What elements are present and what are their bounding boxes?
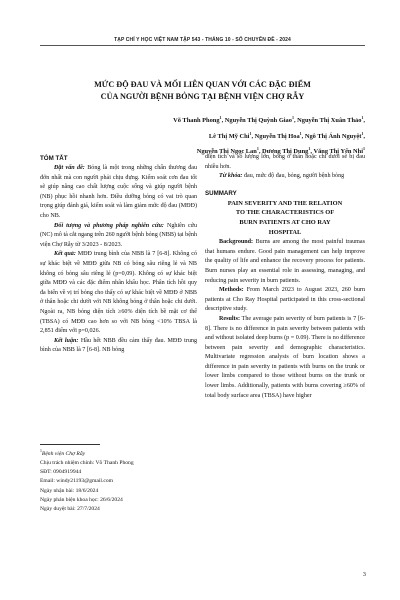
author-separator: , bbox=[293, 117, 298, 125]
author-name: Nguyễn Thị Ngọc Lan bbox=[196, 148, 257, 156]
footnote-affiliation bbox=[40, 447, 197, 459]
author-name: Ngô Thị Ánh Nguyệt bbox=[304, 132, 362, 140]
author-name: Nguyễn Thị Hoa bbox=[254, 132, 300, 140]
footnote-accepted: Ngày duyệt bài: 27/7/2024 bbox=[40, 506, 100, 513]
vn-conclusion-label: Kết luận: bbox=[54, 337, 79, 344]
vn-objective-text: Bỏng là một trong những chấn thương đau đớn nhất mà con người phải chịu đựng. Kiểm soát cơn đau tốt sẽ giúp nâng cao chất lượng cuộc sống và giúp người bệnh (NB) phục hồi nhanh hơn. Điều dưỡng bỏng có vai trò quan trọng giúp đánh giá, kiểm soát và làm giảm mức độ đau (MĐĐ) cho NB. bbox=[40, 165, 197, 219]
author-affiliation-mark: 1 bbox=[361, 115, 364, 120]
footnotes bbox=[40, 447, 197, 514]
footnote-affiliation-text: Bệnh viện Chợ Rẫy bbox=[41, 450, 86, 457]
footnote-received: Ngày nhận bài: 18/6/2024 bbox=[40, 487, 99, 494]
author-separator: , bbox=[363, 132, 365, 140]
author-name: Nguyễn Thị Xuân Thảo bbox=[297, 117, 362, 125]
author-affiliation-mark: 1 bbox=[299, 130, 302, 136]
author-line bbox=[160, 128, 365, 144]
en-results-paragraph bbox=[205, 315, 365, 401]
en-title-line: PAIN SEVERITY AND THE RELATION bbox=[227, 199, 343, 207]
author-separator: , bbox=[221, 117, 225, 125]
title-line-2: CỦA NGƯỜI BỆNH BỎNG TẠI BỆNH VIỆN CHỢ RẪY bbox=[100, 92, 305, 101]
article-title bbox=[40, 79, 365, 103]
footnote-reviewed: Ngày phản biện khoa học: 26/6/2024 bbox=[40, 496, 123, 503]
left-column bbox=[40, 153, 197, 356]
header-rule bbox=[40, 45, 365, 46]
en-results-label: Results: bbox=[219, 315, 240, 322]
en-methods-label: Methods: bbox=[219, 287, 244, 294]
en-title-line: TO THE CHARACTERISTICS OF bbox=[235, 209, 335, 217]
vn-results-text: MĐĐ trung bình của NBB là 7 [6-8]. Không có sự khác biệt về MĐĐ giữa NB có bỏng sâu riêng lẻ và NB không có bỏng sâu riêng lẻ (p=0,09). Không có sự khác biệt giữa MĐĐ và các đặc điểm nhân khẩu học. Phân tích hồi quy đa biến về vị trí bỏng cho thấy có sự khác biệt về MĐĐ ở NBB ở thân hoặc chi dưới với NB không bỏng ở thân hoặc chi dưới. Ngoài ra, NB bỏng diện tích ≥60% diện tích bề mặt cơ thể (TBSA) có MĐĐ cao hơn so với NB bỏng <10% TBSA là 2,851 điểm với p=0,026. bbox=[40, 251, 197, 335]
vn-methods-label: Đối tượng và phương pháp nghiên cứu: bbox=[54, 222, 164, 229]
footnote-phone: SĐT: 0904919944 bbox=[40, 469, 82, 476]
footnote-rule bbox=[40, 444, 100, 445]
en-background-label: Background: bbox=[219, 239, 254, 246]
author-name: Võ Thanh Phong bbox=[173, 117, 220, 125]
author-separator: , bbox=[258, 148, 263, 156]
author-name: Nguyễn Thị Quỳnh Giao bbox=[224, 117, 292, 125]
author-affiliation-mark: 1 bbox=[361, 130, 364, 136]
en-summary-heading: SUMMARY bbox=[205, 189, 237, 197]
vn-keywords-paragraph bbox=[205, 172, 365, 182]
author-name: Dương Thị Dung bbox=[262, 148, 309, 156]
author-line bbox=[160, 112, 365, 128]
en-title-line: HOSPITAL bbox=[268, 228, 302, 236]
author-affiliation-mark: 1 bbox=[249, 130, 252, 136]
footnote-affiliation-mark: 1 bbox=[40, 449, 42, 453]
author-separator: , bbox=[310, 148, 314, 156]
page-number: 3 bbox=[362, 571, 366, 578]
vn-methods-paragraph bbox=[40, 222, 197, 251]
en-methods-text: From March 2023 to August 2023, 260 burn patients at Cho Ray Hospital participated in this cross-sectional descriptive study. bbox=[205, 287, 365, 313]
author-affiliation-mark: 1 bbox=[256, 146, 259, 152]
author-separator: , bbox=[251, 132, 255, 140]
vn-conclusion-text: Hầu hết NBB đều cảm thấy đau. MĐĐ trung bình của NBB là 7 [6-8]. NB bỏng bbox=[40, 337, 197, 354]
footnote-corresponding: Chịu trách nhiệm chính: Võ Thanh Phong bbox=[40, 460, 134, 467]
en-background-text: Burns are among the most painful traumas that humans endure. Good pain management can help improve the quality of life and enhance the recovery process for patients. Burn nurses play an essential role in assessing, managing, and reducing pain severity in burn patients. bbox=[205, 239, 365, 284]
vn-results-paragraph bbox=[40, 250, 197, 336]
right-column bbox=[205, 153, 365, 401]
title-line-1: MỨC ĐỘ ĐAU VÀ MỐI LIÊN QUAN VỚI CÁC ĐẶC ĐIỂM bbox=[94, 80, 311, 89]
en-results-text: The average pain severity of burn patients is 7 [6-8]. There is no difference in pain severity between patients with and without isolated deep burns (p = 0.09). There is no difference between pain severity and demographic characteristics. Multivariate regression analysis of burn location shows a difference in pain severity in patients with burns on the trunk or lower limbs compared to those without burns on the trunk or lower limbs. Additionally, patients with burns covering ≥60% of total body surface area (TBSA) have higher bbox=[205, 315, 365, 399]
en-background-paragraph bbox=[205, 238, 365, 286]
author-affiliation-mark: 1 bbox=[308, 146, 311, 152]
journal-header: TẠP CHÍ Y HỌC VIỆT NAM TẬP 543 - THÁNG 10 - SỐ CHUYÊN ĐỀ - 2024 bbox=[114, 37, 291, 43]
vn-methods-text: Nghiên cứu (NC) mô tả cắt ngang trên 260 người bệnh bỏng (NBB) tại bệnh viện Chợ Rẫy từ 3/2023 - 8/2023. bbox=[40, 222, 198, 248]
vn-objective-label: Đặt vấn đề: bbox=[54, 165, 85, 171]
vn-conclusion-continuation: diện tích và số lượng lớn, bỏng ở thân hoặc chi dưới sẽ bị đau nhiều hơn. bbox=[205, 154, 365, 170]
en-article-title bbox=[205, 199, 365, 237]
vn-abstract-heading: TÓM TẮT bbox=[40, 155, 68, 162]
author-affiliation-mark: 1 bbox=[291, 115, 294, 120]
en-title-line: BURN PATIENTS AT CHO RAY bbox=[239, 218, 331, 226]
author-list bbox=[160, 112, 365, 159]
author-name: Văng Thị Yến Nhi bbox=[313, 148, 363, 156]
author-separator: , bbox=[301, 132, 305, 140]
footnote-email: Email: windy21193@gmail.com bbox=[40, 478, 113, 485]
vn-keywords-text: đau, mức độ đau, bỏng, người bệnh bỏng bbox=[242, 173, 345, 180]
vn-objective-paragraph bbox=[40, 164, 197, 222]
vn-conclusion-paragraph bbox=[40, 337, 197, 356]
vn-results-label: Kết quả: bbox=[54, 251, 76, 258]
en-methods-paragraph bbox=[205, 286, 365, 315]
author-affiliation-mark: 1 bbox=[363, 146, 365, 152]
author-affiliation-mark: 1 bbox=[219, 115, 222, 120]
author-name: Lê Thị Mỹ Chi bbox=[208, 132, 250, 140]
vn-keywords-label: Từ khóa: bbox=[219, 173, 243, 180]
author-separator: , bbox=[363, 117, 365, 125]
